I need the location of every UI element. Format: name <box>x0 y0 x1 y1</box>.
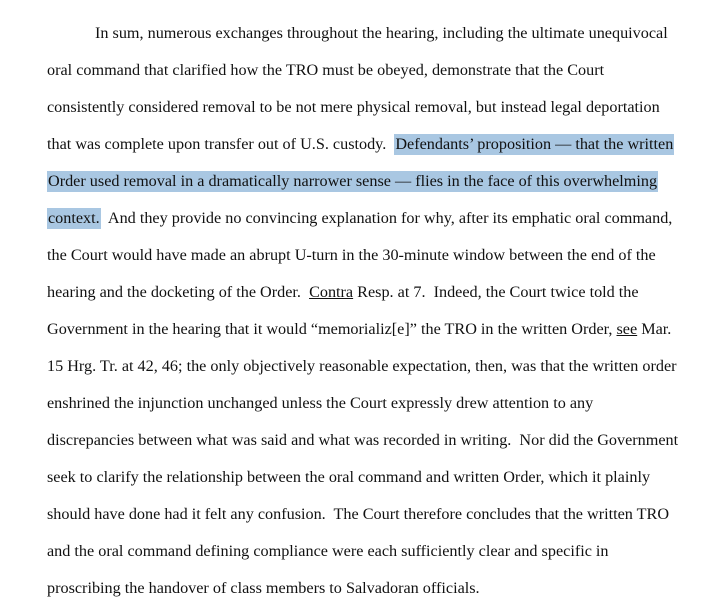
text-line <box>47 392 593 414</box>
text-run: consistently considered removal to be not mere physical removal, but instead legal deportation <box>47 98 660 116</box>
text-line <box>47 429 678 451</box>
text-run: hearing and the docketing of the Order. <box>47 283 310 301</box>
highlighted-text[interactable]: context. <box>48 209 100 227</box>
text-run: discrepancies between what was said and what was recorded in writing. Nor did the Government <box>47 431 679 449</box>
text-line <box>47 244 656 266</box>
text-line <box>47 577 480 599</box>
highlighted-text[interactable]: Defendants’ proposition — that the written <box>395 135 674 153</box>
text-line <box>47 318 671 340</box>
text-run: And they provide no convincing explanation for why, after its emphatic oral command, <box>100 209 673 227</box>
text-line <box>47 207 672 229</box>
text-line <box>95 22 668 44</box>
text-run: that was complete upon transfer out of U.S. custody. <box>47 135 395 153</box>
text-run: Government in the hearing that it would “memorializ[e]” the TRO in the written Order, <box>47 320 617 338</box>
text-run: should have done had it felt any confusion. The Court therefore concludes that the written TRO <box>47 505 670 523</box>
text-line <box>47 170 658 192</box>
text-line <box>47 281 639 303</box>
text-run: 15 Hrg. Tr. at 42, 46; the only objectively reasonable expectation, then, was that the written order <box>47 357 677 375</box>
text-run: Mar. <box>637 320 672 338</box>
text-line <box>47 355 677 377</box>
text-run: enshrined the injunction unchanged unless the Court expressly drew attention to any <box>47 394 594 412</box>
text-run: Resp. at 7. Indeed, the Court twice told the <box>353 283 639 301</box>
text-line <box>47 503 669 525</box>
text-run: In sum, numerous exchanges throughout the hearing, including the ultimate unequivocal <box>95 24 668 42</box>
text-run: oral command that clarified how the TRO must be obeyed, demonstrate that the Court <box>47 61 605 79</box>
text-run: and the oral command defining compliance were each sufficiently clear and specific in <box>47 542 609 560</box>
text-line <box>47 466 650 488</box>
text-line <box>47 540 609 562</box>
text-run: the Court would have made an abrupt U-turn in the 30-minute window between the end of the <box>47 246 656 264</box>
text-line <box>47 133 674 155</box>
text-line <box>47 59 604 81</box>
citation-signal: see <box>616 320 638 338</box>
text-line <box>47 96 660 118</box>
citation-signal: Contra <box>309 283 354 301</box>
text-run: seek to clarify the relationship between the oral command and written Order, which it plainly <box>47 468 651 486</box>
text-run: proscribing the handover of class members to Salvadoran officials. <box>47 579 480 597</box>
highlighted-text[interactable]: Order used removal in a dramatically narrower sense — flies in the face of this overwhelming <box>48 172 658 190</box>
